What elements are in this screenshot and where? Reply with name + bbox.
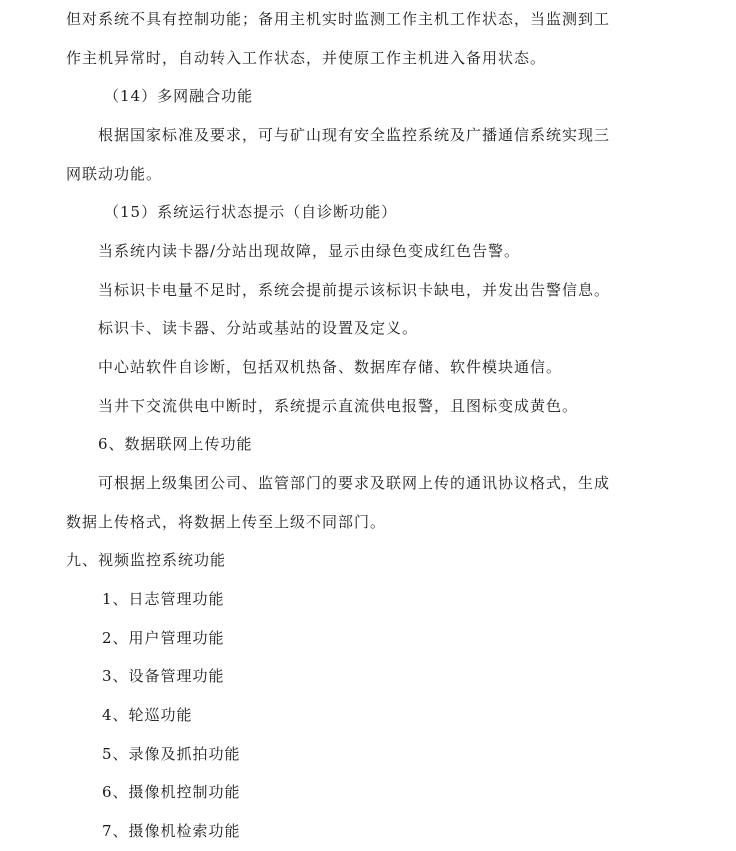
paragraph-line: 但对系统不具有控制功能；备用主机实时监测工作主机工作状态，当监测到工 (66, 10, 611, 28)
paragraph-line: 网联动功能。 (66, 165, 163, 183)
list-item: 5、录像及抓拍功能 (102, 745, 241, 763)
list-item: 2、用户管理功能 (102, 629, 225, 647)
paragraph-line: 数据上传格式，将数据上传至上级不同部门。 (66, 513, 387, 531)
paragraph-line: 当系统内读卡器/分站出现故障，显示由绿色变成红色告警。 (98, 242, 521, 260)
paragraph-line: 标识卡、读卡器、分站或基站的设置及定义。 (98, 319, 419, 337)
paragraph-line: 根据国家标准及要求，可与矿山现有安全监控系统及广播通信系统实现三 (98, 126, 611, 144)
paragraph-line: 中心站软件自诊断，包括双机热备、数据库存储、软件模块通信。 (98, 358, 563, 376)
chapter-heading: 九、视频监控系统功能 (66, 551, 227, 569)
list-item: 1、日志管理功能 (102, 590, 225, 608)
paragraph-line: 可根据上级集团公司、监管部门的要求及联网上传的通讯协议格式，生成 (98, 474, 611, 492)
list-item: 7、摄像机检索功能 (102, 822, 241, 840)
paragraph-line: 当标识卡电量不足时，系统会提前提示该标识卡缺电，并发出告警信息。 (98, 281, 611, 299)
list-item: 6、摄像机控制功能 (102, 783, 241, 801)
section-heading: （14）多网融合功能 (104, 87, 254, 105)
section-heading: 6、数据联网上传功能 (98, 435, 253, 453)
list-item: 3、设备管理功能 (102, 667, 225, 685)
paragraph-line: 当井下交流供电中断时，系统提示直流供电报警，且图标变成黄色。 (98, 397, 579, 415)
section-heading: （15）系统运行状态提示（自诊断功能） (104, 203, 398, 221)
list-item: 4、轮巡功能 (102, 706, 193, 724)
paragraph-line: 作主机异常时，自动转入工作状态，并使原工作主机进入备用状态。 (66, 49, 547, 67)
